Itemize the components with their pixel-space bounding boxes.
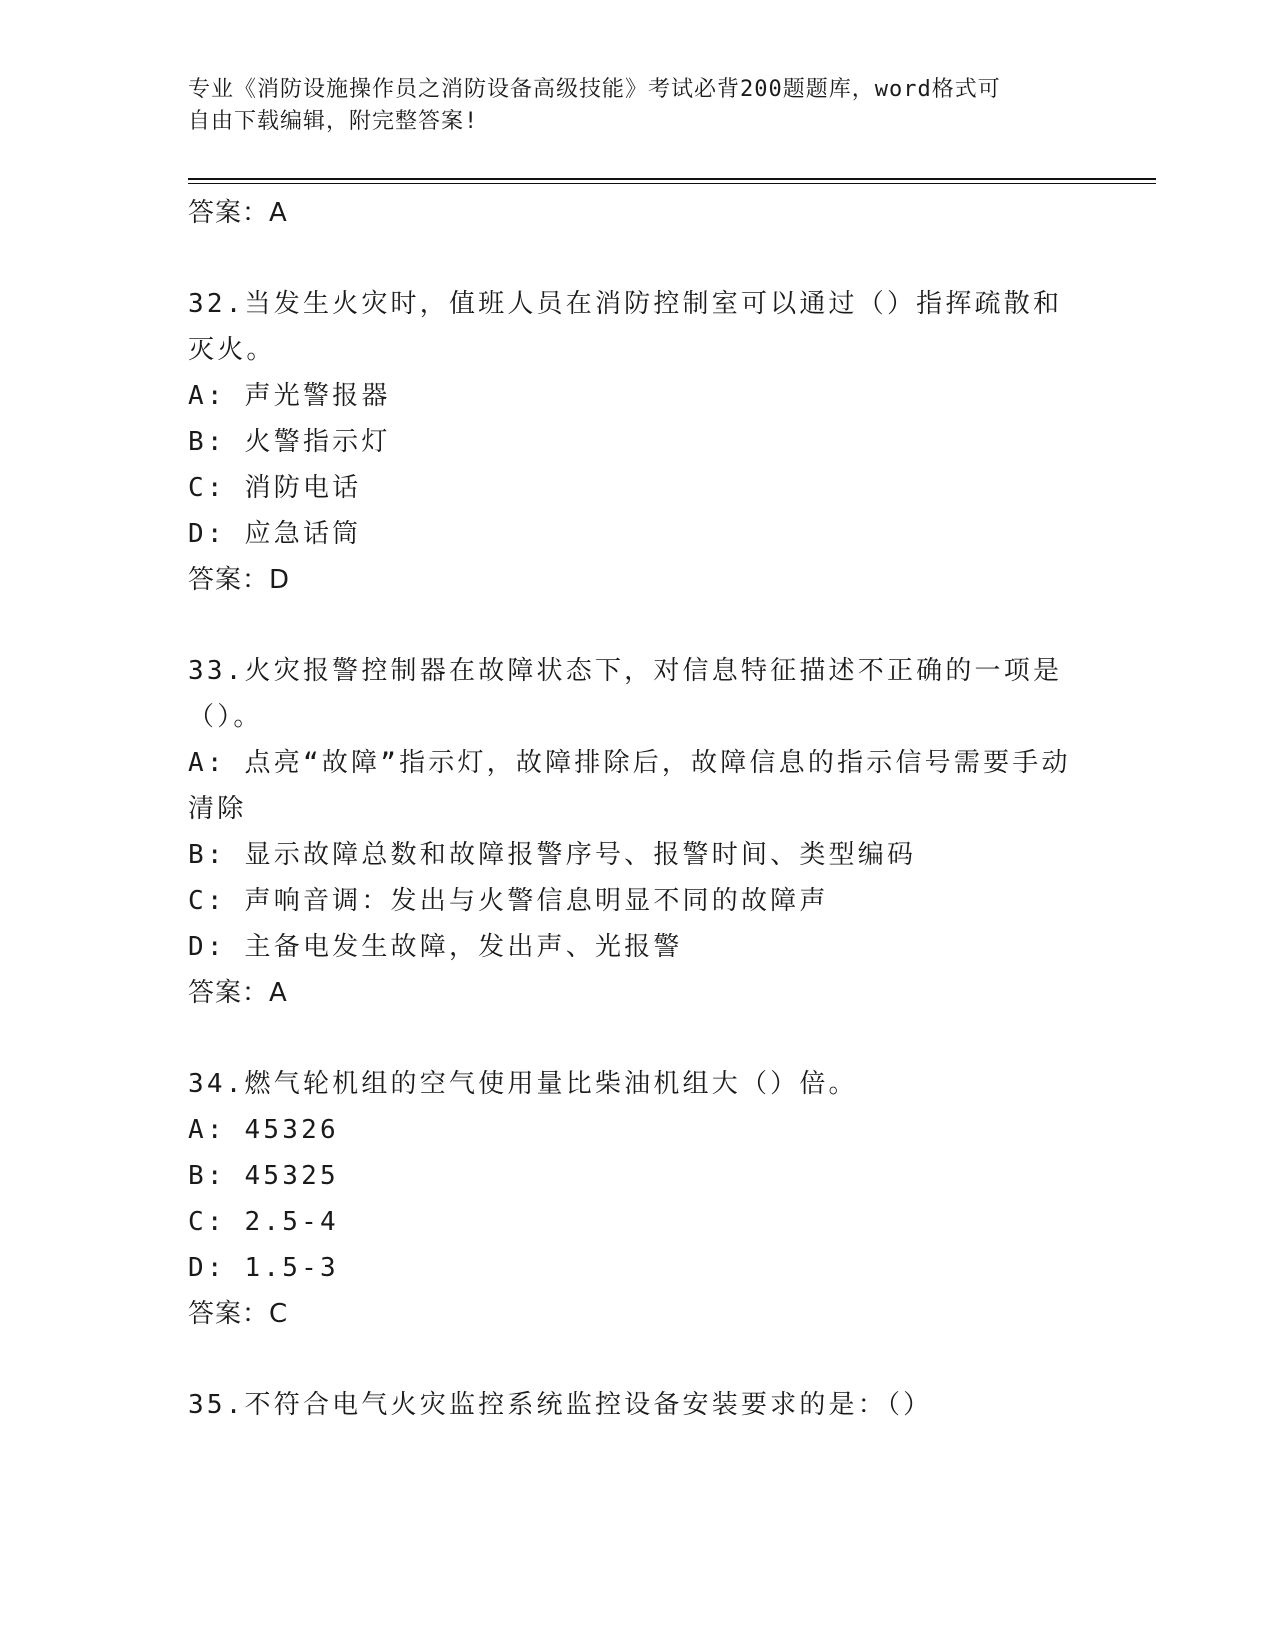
spacer bbox=[188, 1016, 1088, 1061]
option-c: C: 声响音调：发出与火警信息明显不同的故障声 bbox=[188, 886, 829, 916]
option-b: B: 火警指示灯 bbox=[188, 427, 391, 457]
question-33 bbox=[188, 648, 1088, 1016]
document-header bbox=[188, 74, 1068, 138]
previous-answer: 答案：A bbox=[188, 198, 288, 228]
header-divider-thick bbox=[188, 178, 1156, 180]
spacer bbox=[188, 1337, 1088, 1382]
answer-label: 答案：A bbox=[188, 978, 288, 1008]
option-c: C: 2.5-4 bbox=[188, 1207, 339, 1237]
answer-label: 答案：D bbox=[188, 565, 291, 595]
question-text: 34.燃气轮机组的空气使用量比柴油机组大（）倍。 bbox=[188, 1069, 858, 1099]
header-line-2: 自由下载编辑，附完整答案! bbox=[188, 109, 479, 134]
option-a: A: 45326 bbox=[188, 1115, 339, 1145]
question-34 bbox=[188, 1061, 1088, 1337]
option-d: D: 主备电发生故障，发出声、光报警 bbox=[188, 932, 683, 962]
question-32 bbox=[188, 281, 1088, 603]
option-a: A: 点亮“故障”指示灯，故障排除后，故障信息的指示信号需要手动清除 bbox=[188, 748, 1071, 824]
question-35 bbox=[188, 1382, 1088, 1428]
spacer bbox=[188, 236, 1088, 281]
header-divider-thin bbox=[188, 183, 1156, 184]
question-text: 35.不符合电气火灾监控系统监控设备安装要求的是：（） bbox=[188, 1390, 933, 1420]
question-text: 33.火灾报警控制器在故障状态下，对信息特征描述不正确的一项是（）。 bbox=[188, 656, 1063, 732]
spacer bbox=[188, 603, 1088, 648]
option-b: B: 显示故障总数和故障报警序号、报警时间、类型编码 bbox=[188, 840, 917, 870]
option-d: D: 应急话筒 bbox=[188, 519, 362, 549]
question-text: 32.当发生火灾时，值班人员在消防控制室可以通过（）指挥疏散和灭火。 bbox=[188, 289, 1063, 365]
option-b: B: 45325 bbox=[188, 1161, 339, 1191]
answer-label: 答案：C bbox=[188, 1299, 289, 1329]
document-body bbox=[188, 190, 1088, 1428]
option-d: D: 1.5-3 bbox=[188, 1253, 339, 1283]
header-line-1: 专业《消防设施操作员之消防设备高级技能》考试必背200题题库，word格式可 bbox=[188, 77, 1001, 102]
option-a: A: 声光警报器 bbox=[188, 381, 391, 411]
option-c: C: 消防电话 bbox=[188, 473, 362, 503]
